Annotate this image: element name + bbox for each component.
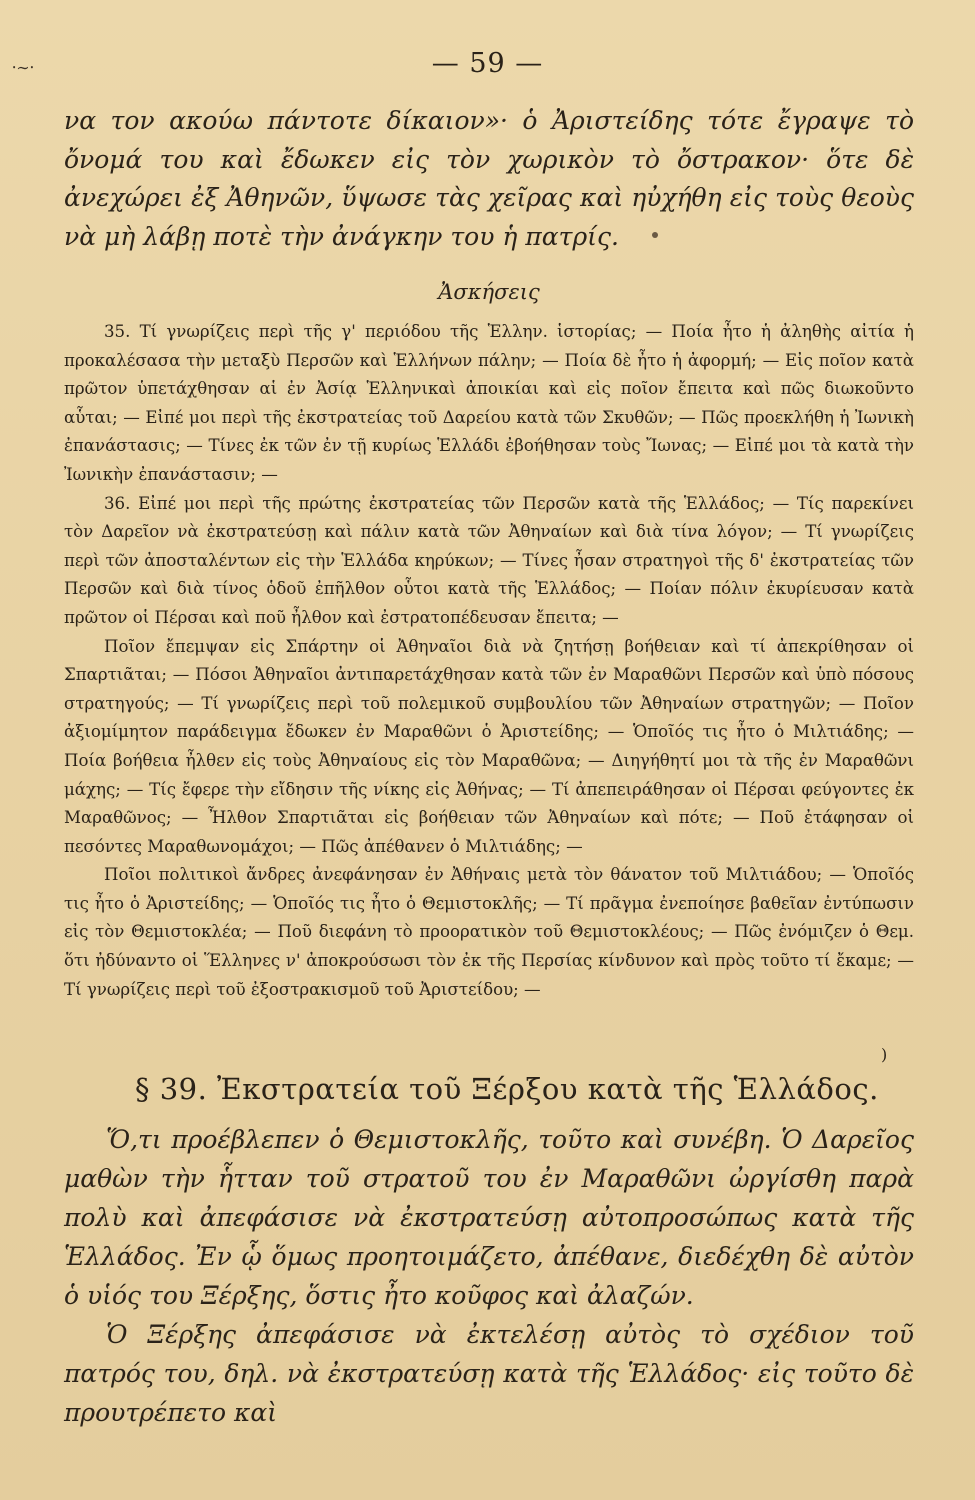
section-body bbox=[64, 1120, 914, 1432]
section-paragraph-2: Ὁ Ξέρξης ἀπεφάσισε νὰ ἐκτελέσῃ αὐτὸς τὸ σχέδιον τοῦ πατρός του, δηλ. νὰ ἐκστρατεύσῃ κατὰ τῆς Ἑλλάδος· εἰς τοῦτο δὲ προυτρέπετο καὶ bbox=[64, 1320, 914, 1427]
exercises-title: Ἀσκήσεις bbox=[438, 280, 540, 304]
page-number: — 59 — bbox=[431, 48, 544, 79]
stray-mark: ) bbox=[881, 1045, 888, 1064]
exercises-block bbox=[64, 318, 914, 1004]
exercise-36-part3: Ποῖοι πολιτικοὶ ἄνδρες ἀνεφάνησαν ἐν Ἀθήναις μετὰ τὸν θάνατον τοῦ Μιλτιάδου; — Ὁποῖός τις ἦτο ὁ Ἀριστείδης; — Ὁποῖός τις ἦτο ὁ Θεμιστοκλῆς; — Τί πρᾶγμα ἐνεποίησε βαθεῖαν ἐντύπωσιν εἰς τὸν Θεμιστοκλέα; — Ποῦ διεφάνη τὸ προορατικὸν τοῦ Θεμιστοκλέους; — Πῶς ἐνόμιζεν ὁ Θεμ. ὅτι ἠδύναντο οἱ Ἕλληνες ν' ἀποκρούσωσι τὸν ἐκ τῆς Περσίας κίνδυνον καὶ πρὸς τοῦτο τί ἔκαμε; — Τί γνωρίζεις περὶ τοῦ ἐξοστρακισμοῦ τοῦ Ἀριστείδου; — bbox=[64, 865, 914, 999]
corner-mark: ⸱∼⸱ bbox=[12, 58, 34, 77]
section-paragraph-1: Ὅ,τι προέβλεπεν ὁ Θεμιστοκλῆς, τοῦτο καὶ συνέβη. Ὁ Δαρεῖος μαθὼν τὴν ἧτταν τοῦ στρατοῦ του ἐν Μαραθῶνι ὠργίσθη παρὰ πολὺ καὶ ἀπεφάσισε νὰ ἐκστρατεύσῃ αὐτοπροσώπως κατὰ τῆς Ἑλλάδος. Ἐν ᾧ ὅμως προητοιμάζετο, ἀπέθανε, διεδέχθη δὲ αὐτὸν ὁ υἱός του Ξέρξης, ὅστις ἦτο κοῦφος καὶ ἀλαζών. bbox=[64, 1125, 914, 1310]
exercise-36-part2: Ποῖον ἔπεμψαν εἰς Σπάρτην οἱ Ἀθηναῖοι διὰ νὰ ζητήσῃ βοήθειαν καὶ τί ἀπεκρίθησαν οἱ Σπαρτιᾶται; — Πόσοι Ἀθηναῖοι ἀντιπαρετάχθησαν κατὰ τῶν ἐν Μαραθῶνι Περσῶν καὶ ὑπὸ πόσους στρατηγούς; — Τί γνωρίζεις περὶ τοῦ πολεμικοῦ συμβουλίου τῶν Ἀθηναίων στρατηγῶν; — Ποῖον ἀξιομίμητον παράδειγμα ἔδωκεν ἐν Μαραθῶνι ὁ Ἀριστείδης; — Ὁποῖός τις ἦτο ὁ Μιλτιάδης; — Ποία βοήθεια ἦλθεν εἰς τοὺς Ἀθηναίους εἰς τὸν Μαραθῶνα; — Διηγήθητί μοι τὰ τῆς ἐν Μαραθῶνι μάχης; — Τίς ἔφερε τὴν εἴδησιν τῆς νίκης εἰς Ἀθήνας; — Τί ἀπεπειράθησαν οἱ Πέρσαι φεύγοντες ἐκ Μαραθῶνος; — Ἦλθον Σπαρτιᾶται εἰς βοήθειαν τῶν Ἀθηναίων καὶ πότε; — Ποῦ ἐτάφησαν οἱ πεσόντες Μαραθωνομάχοι; — Πῶς ἀπέθανεν ὁ Μιλτιάδης; — bbox=[64, 636, 914, 856]
exercise-36: 36. Εἰπέ μοι περὶ τῆς πρώτης ἐκστρατείας τῶν Περσῶν κατὰ τῆς Ἑλλάδος; — Τίς παρεκίνει τὸν Δαρεῖον νὰ ἐκστρατεύσῃ καὶ πάλιν κατὰ τῶν Ἀθηναίων καὶ διὰ τίνα λόγον; — Τί γνωρίζεις περὶ τῶν ἀποσταλέντων εἰς τὴν Ἑλλάδα κηρύκων; — Τίνες ἦσαν στρατηγοὶ τῆς δ' ἐκστρατείας τῶν Περσῶν καὶ διὰ τίνος ὁδοῦ ἐπῆλθον οὗτοι κατὰ τῆς Ἑλλάδος; — Ποίαν πόλιν ἐκυρίευσαν κατὰ πρῶτον οἱ Πέρσαι καὶ ποῦ ἦλθον καὶ ἐστρατοπέδευσαν ἔπειτα; — bbox=[64, 493, 914, 627]
ink-dot bbox=[652, 232, 658, 238]
exercise-35: 35. Τί γνωρίζεις περὶ τῆς γ' περιόδου τῆς Ἑλλην. ἱστορίας; — Ποία ἦτο ἡ ἀληθὴς αἰτία ἡ προκαλέσασα τὴν μεταξὺ Περσῶν καὶ Ἑλλήνων πάλην; — Ποία δὲ ἦτο ἡ ἀφορμή; — Εἰς ποῖον κατὰ πρῶτον ὑπετάχθησαν αἱ ἐν Ἀσίᾳ Ἑλληνικαὶ ἀποικίαι καὶ εἰς ποῖον ἔπειτα καὶ πῶς διωκοῦντο αὗται; — Εἰπέ μοι περὶ τῆς ἐκστρατείας τοῦ Δαρείου κατὰ τῶν Σκυθῶν; — Πῶς προεκλήθη ἡ Ἰωνικὴ ἐπανάστασις; — Τίνες ἐκ τῶν ἐν τῇ κυρίως Ἑλλάδι ἐβοήθησαν τοὺς Ἴωνας; — Εἰπέ μοι τὰ κατὰ τὴν Ἰωνικὴν ἐπανάστασιν; — bbox=[64, 322, 914, 484]
opening-paragraph: να τον ακούω πάντοτε δίκαιον»· ὁ Ἀριστείδης τότε ἔγραψε τὸ ὄνομά του καὶ ἔδωκεν εἰς τὸν χωρικὸν τὸ ὄστρακον· ὅτε δὲ ἀνεχώρει ἐξ Ἀθηνῶν, ὕψωσε τὰς χεῖρας καὶ ηὐχήθη εἰς τοὺς θεοὺς νὰ μὴ λάβῃ ποτὲ τὴν ἀνάγκην του ἡ πατρίς. bbox=[64, 106, 914, 251]
section-heading: § 39. Ἐκστρατεία τοῦ Ξέρξου κατὰ τῆς Ἑλλάδος. bbox=[135, 1072, 879, 1106]
